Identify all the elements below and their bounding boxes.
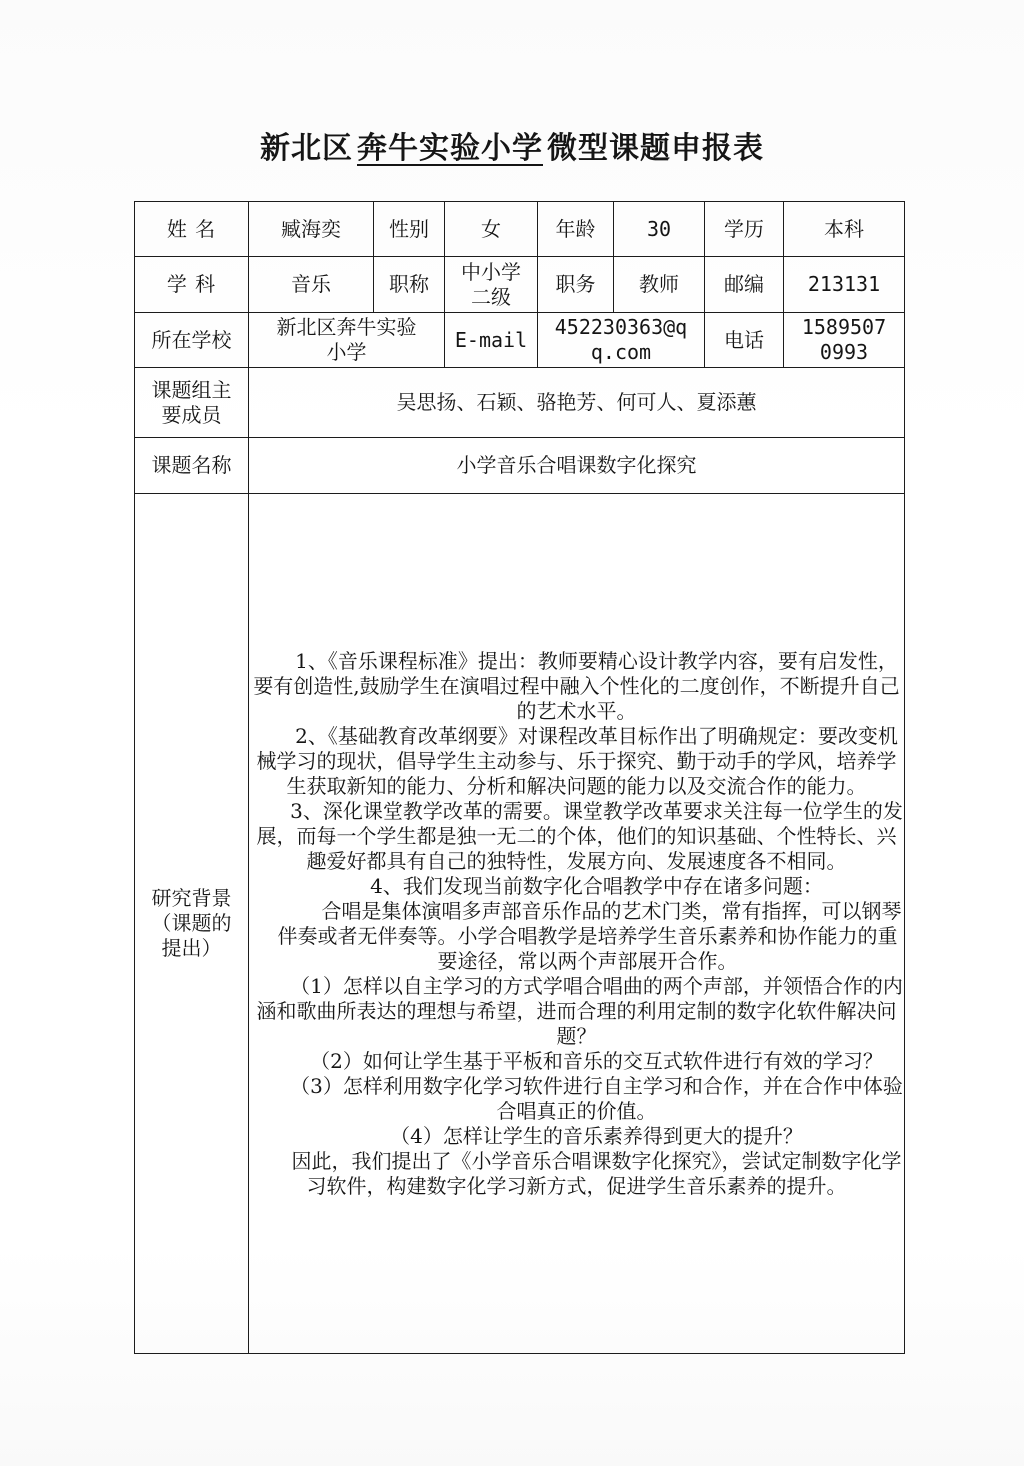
- postcode-label: 邮编: [705, 257, 784, 313]
- subject-label: 学 科: [135, 257, 249, 313]
- form-row-topic: [135, 438, 905, 494]
- application-form: [134, 201, 905, 1354]
- gender-value: 女: [445, 202, 538, 257]
- background-paragraph: （2）如何让学生基于平板和音乐的交互式软件进行有效的学习？: [310, 1048, 883, 1073]
- title-prefix: 新北区: [260, 131, 353, 166]
- background-paragraph: 合唱是集体演唱多声部音乐作品的艺术门类，常有指挥，可以钢琴伴奏或者无伴奏等。小学合唱教学是培养学生音乐素养和协作能力的重要途径，常以两个声部展开合作。: [277, 898, 902, 973]
- background-paragraph: 2、《基础教育改革纲要》对课程改革目标作出了明确规定：要改变机械学习的现状，倡导学生主动参与、乐于探究、勤于动手的学风，培养学生获取新知的能力、分析和解决问题的能力以及交流合作的能力。: [256, 723, 898, 798]
- form-row-contact-info: [135, 313, 905, 368]
- phone-label: 电话: [705, 313, 784, 368]
- members-value: 吴思扬、石颖、骆艳芳、何可人、夏添蕙: [249, 368, 905, 438]
- form-row-basic-info: [135, 202, 905, 257]
- postcode-value: 213131: [784, 257, 905, 313]
- name-label: 姓 名: [135, 202, 249, 257]
- professional-title-label: 职称: [374, 257, 445, 313]
- age-label: 年龄: [538, 202, 614, 257]
- form-row-members: [135, 368, 905, 438]
- document-title: [0, 123, 1024, 167]
- email-label: E-mail: [445, 313, 538, 368]
- professional-title-value: 中小学二级: [445, 257, 538, 313]
- age-value: 30: [614, 202, 705, 257]
- gender-label: 性别: [374, 202, 445, 257]
- background-paragraph: 3、深化课堂教学改革的需要。课堂教学改革要求关注每一位学生的发展，而每一个学生都是独一无二的个体，他们的知识基础、个性特长、兴趣爱好都具有自己的独特性，发展方向、发展速度各不相同。: [256, 798, 903, 873]
- position-label: 职务: [538, 257, 614, 313]
- education-label: 学历: [705, 202, 784, 257]
- background-content: [249, 494, 905, 1354]
- topic-label: 课题名称: [135, 438, 249, 494]
- position-value: 教师: [614, 257, 705, 313]
- title-school: 奔牛实验小学: [357, 131, 543, 166]
- background-paragraph: （1）怎样以自主学习的方式学唱合唱曲的两个声部，并领悟合作的内涵和歌曲所表达的理想与希望，进而合理的利用定制的数字化软件解决问题？: [256, 973, 903, 1048]
- email-value: 452230363@qq.com: [538, 313, 705, 368]
- form-row-job-info: [135, 257, 905, 313]
- background-paragraph: （3）怎样利用数字化学习软件进行自主学习和合作，并在合作中体验合唱真正的价值。: [290, 1073, 903, 1123]
- background-paragraph: （4）怎样让学生的音乐素养得到更大的提升？: [390, 1123, 803, 1148]
- background-label: 研究背景（课题的提出）: [135, 494, 249, 1354]
- education-value: 本科: [784, 202, 905, 257]
- form-row-background: [135, 494, 905, 1354]
- background-paragraph: 因此，我们提出了《小学音乐合唱课数字化探究》，尝试定制数字化学习软件，构建数字化学习新方式，促进学生音乐素养的提升。: [291, 1148, 902, 1198]
- background-paragraph: 1、《音乐课程标准》提出：教师要精心设计教学内容，要有启发性，要有创造性,鼓励学生在演唱过程中融入个性化的二度创作，不断提升自己的艺术水平。: [253, 648, 900, 723]
- name-value: 臧海奕: [249, 202, 374, 257]
- subject-value: 音乐: [249, 257, 374, 313]
- phone-value: 15895070993: [784, 313, 905, 368]
- topic-value: 小学音乐合唱课数字化探究: [249, 438, 905, 494]
- school-label: 所在学校: [135, 313, 249, 368]
- school-value: 新北区奔牛实验小学: [249, 313, 445, 368]
- members-label: 课题组主要成员: [135, 368, 249, 438]
- background-paragraph: 4、我们发现当前数字化合唱教学中存在诸多问题：: [370, 873, 823, 898]
- title-suffix: 微型课题申报表: [547, 131, 764, 166]
